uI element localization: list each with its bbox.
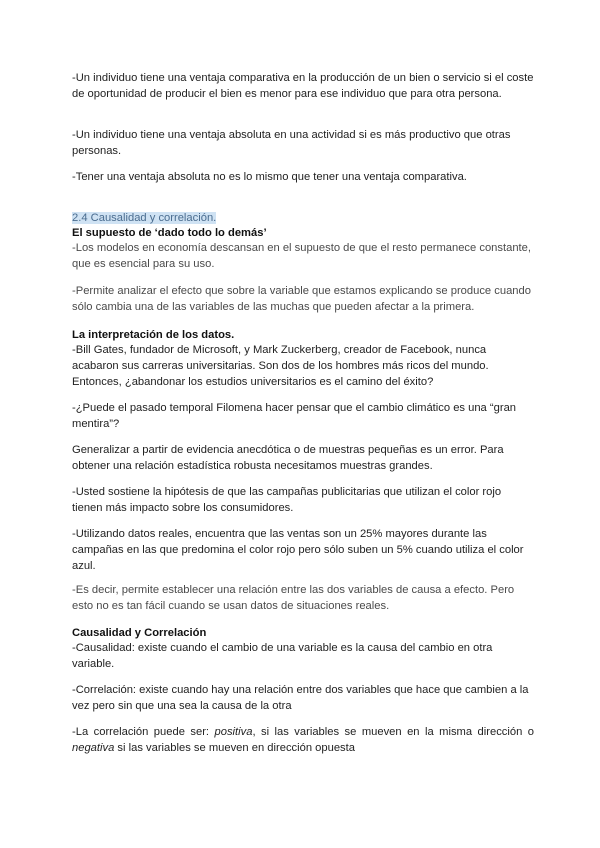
positive-term: positiva xyxy=(214,726,253,738)
paragraph-analyze-effect: -Permite analizar el efecto que sobre la variable que estamos explicando se produce cuando sólo cambia una de las variables de las muchas que pueden afectar a la primera. xyxy=(72,285,531,313)
paragraph-models-assumption: -Los modelos en economía descansan en el supuesto de que el resto permanece constante, que es esencial para su uso. xyxy=(72,242,531,270)
section-title xyxy=(72,210,534,226)
correlation-types-end: si las variables se mueven en dirección opuesta xyxy=(114,742,355,754)
paragraph-real-data: -Utilizando datos reales, encuentra que las ventas son un 25% mayores durante las campañas en las que predomina el color rojo pero sólo suben un 5% cuando utiliza el color azul. xyxy=(72,528,524,572)
section-title-highlight: 2.4 Causalidad y correlación. xyxy=(72,212,217,224)
paragraph-not-same: -Tener una ventaja absoluta no es lo mismo que tener una ventaja comparativa. xyxy=(72,171,467,183)
heading-data-interpretation: La interpretación de los datos. xyxy=(72,329,235,341)
paragraph-correlation-types xyxy=(72,724,534,756)
heading-ceteris-paribus: El supuesto de ‘dado todo lo demás’ xyxy=(72,227,267,239)
paragraph-filomena: -¿Puede el pasado temporal Filomena hacer pensar que el cambio climático es una “gran mentira”? xyxy=(72,402,517,430)
paragraph-gates-zuckerberg: -Bill Gates, fundador de Microsoft, y Mark Zuckerberg, creador de Facebook, nunca acabaron sus carreras universitarias. Son dos de los hombres más ricos del mundo. Entonces, ¿abandonar los estudios universitarios es el camino del éxito? xyxy=(72,344,489,388)
paragraph-absolute-advantage: -Un individuo tiene una ventaja absoluta en una actividad si es más productivo que otras personas. xyxy=(72,129,511,157)
paragraph-cause-effect: -Es decir, permite establecer una relación entre las dos variables de causa a efecto. Pero esto no es tan fácil cuando se usan datos de situaciones reales. xyxy=(72,584,515,612)
paragraph-comparative-advantage: -Un individuo tiene una ventaja comparativa en la producción de un bien o servicio si el coste de oportunidad de producir el bien es menor para ese individuo que para otra persona. xyxy=(72,72,534,100)
heading-causality-correlation: Causalidad y Correlación xyxy=(72,627,207,639)
paragraph-generalize: Generalizar a partir de evidencia anecdótica o de muestras pequeñas es un error. Para obtener una relación estadística robusta necesitamos muestras grandes. xyxy=(72,444,504,472)
negative-term: negativa xyxy=(72,742,115,754)
correlation-types-intro: -La correlación puede ser: xyxy=(72,726,215,738)
correlation-types-middle: , si las variables se mueven en la misma dirección o xyxy=(252,726,534,738)
paragraph-hypothesis-red: -Usted sostiene la hipótesis de que las campañas publicitarias que utilizan el color rojo tienen más impacto sobre los consumidores. xyxy=(72,486,502,514)
paragraph-causality: -Causalidad: existe cuando el cambio de una variable es la causa del cambio en otra variable. xyxy=(72,642,493,670)
paragraph-correlation: -Correlación: existe cuando hay una relación entre dos variables que hace que cambien a la vez pero sin que una sea la causa de la otra xyxy=(72,684,529,712)
